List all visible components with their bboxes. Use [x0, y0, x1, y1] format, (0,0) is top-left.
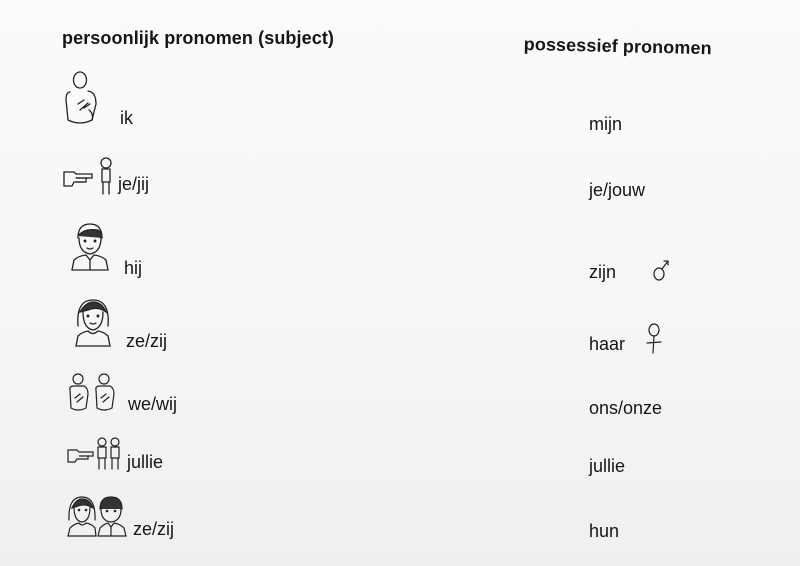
possessive-pronoun-je-jouw: je/jouw: [589, 180, 646, 200]
pronoun-row-hij: [0, 220, 800, 284]
possessive-pronoun-jullie: jullie: [589, 456, 626, 476]
girl-and-boy-icon: [66, 494, 130, 538]
possessive-pronoun-haar: haar: [589, 334, 626, 354]
pronoun-row-we-wij: [0, 370, 800, 434]
possessive-column-header: possessief pronomen: [523, 34, 712, 59]
male-symbol-icon: [650, 258, 674, 289]
subject-pronoun-ze-zij-plural: ze/zij: [133, 519, 175, 539]
boy-icon: [68, 220, 112, 272]
girl-icon: [72, 296, 114, 348]
point-at-person-icon: [62, 156, 118, 196]
self-person-icon: [62, 70, 102, 126]
possessive-pronoun-ons-onze: ons/onze: [589, 398, 663, 418]
pronoun-row-ze-zij-plural: [0, 494, 800, 558]
subject-column-header: persoonlijk pronomen (subject): [62, 28, 335, 48]
pronoun-row-jullie: [0, 436, 800, 500]
female-symbol-icon: [642, 322, 666, 361]
point-at-group-icon: [66, 436, 126, 472]
subject-pronoun-jullie: jullie: [127, 452, 164, 472]
subject-pronoun-hij: hij: [124, 258, 143, 278]
two-selves-icon: [66, 372, 124, 414]
pronoun-row-ik: [0, 68, 800, 132]
subject-pronoun-ze-zij: ze/zij: [126, 331, 168, 351]
subject-pronoun-je-jij: je/jij: [118, 174, 150, 194]
subject-pronoun-ik: ik: [120, 108, 133, 128]
possessive-pronoun-zijn: zijn: [589, 262, 617, 282]
pronoun-row-je-jij: [0, 152, 800, 216]
possessive-pronoun-hun: hun: [589, 521, 620, 541]
pronoun-row-ze-zij: [0, 296, 800, 360]
possessive-pronoun-mijn: mijn: [589, 114, 623, 134]
subject-pronoun-we-wij: we/wij: [128, 394, 178, 414]
